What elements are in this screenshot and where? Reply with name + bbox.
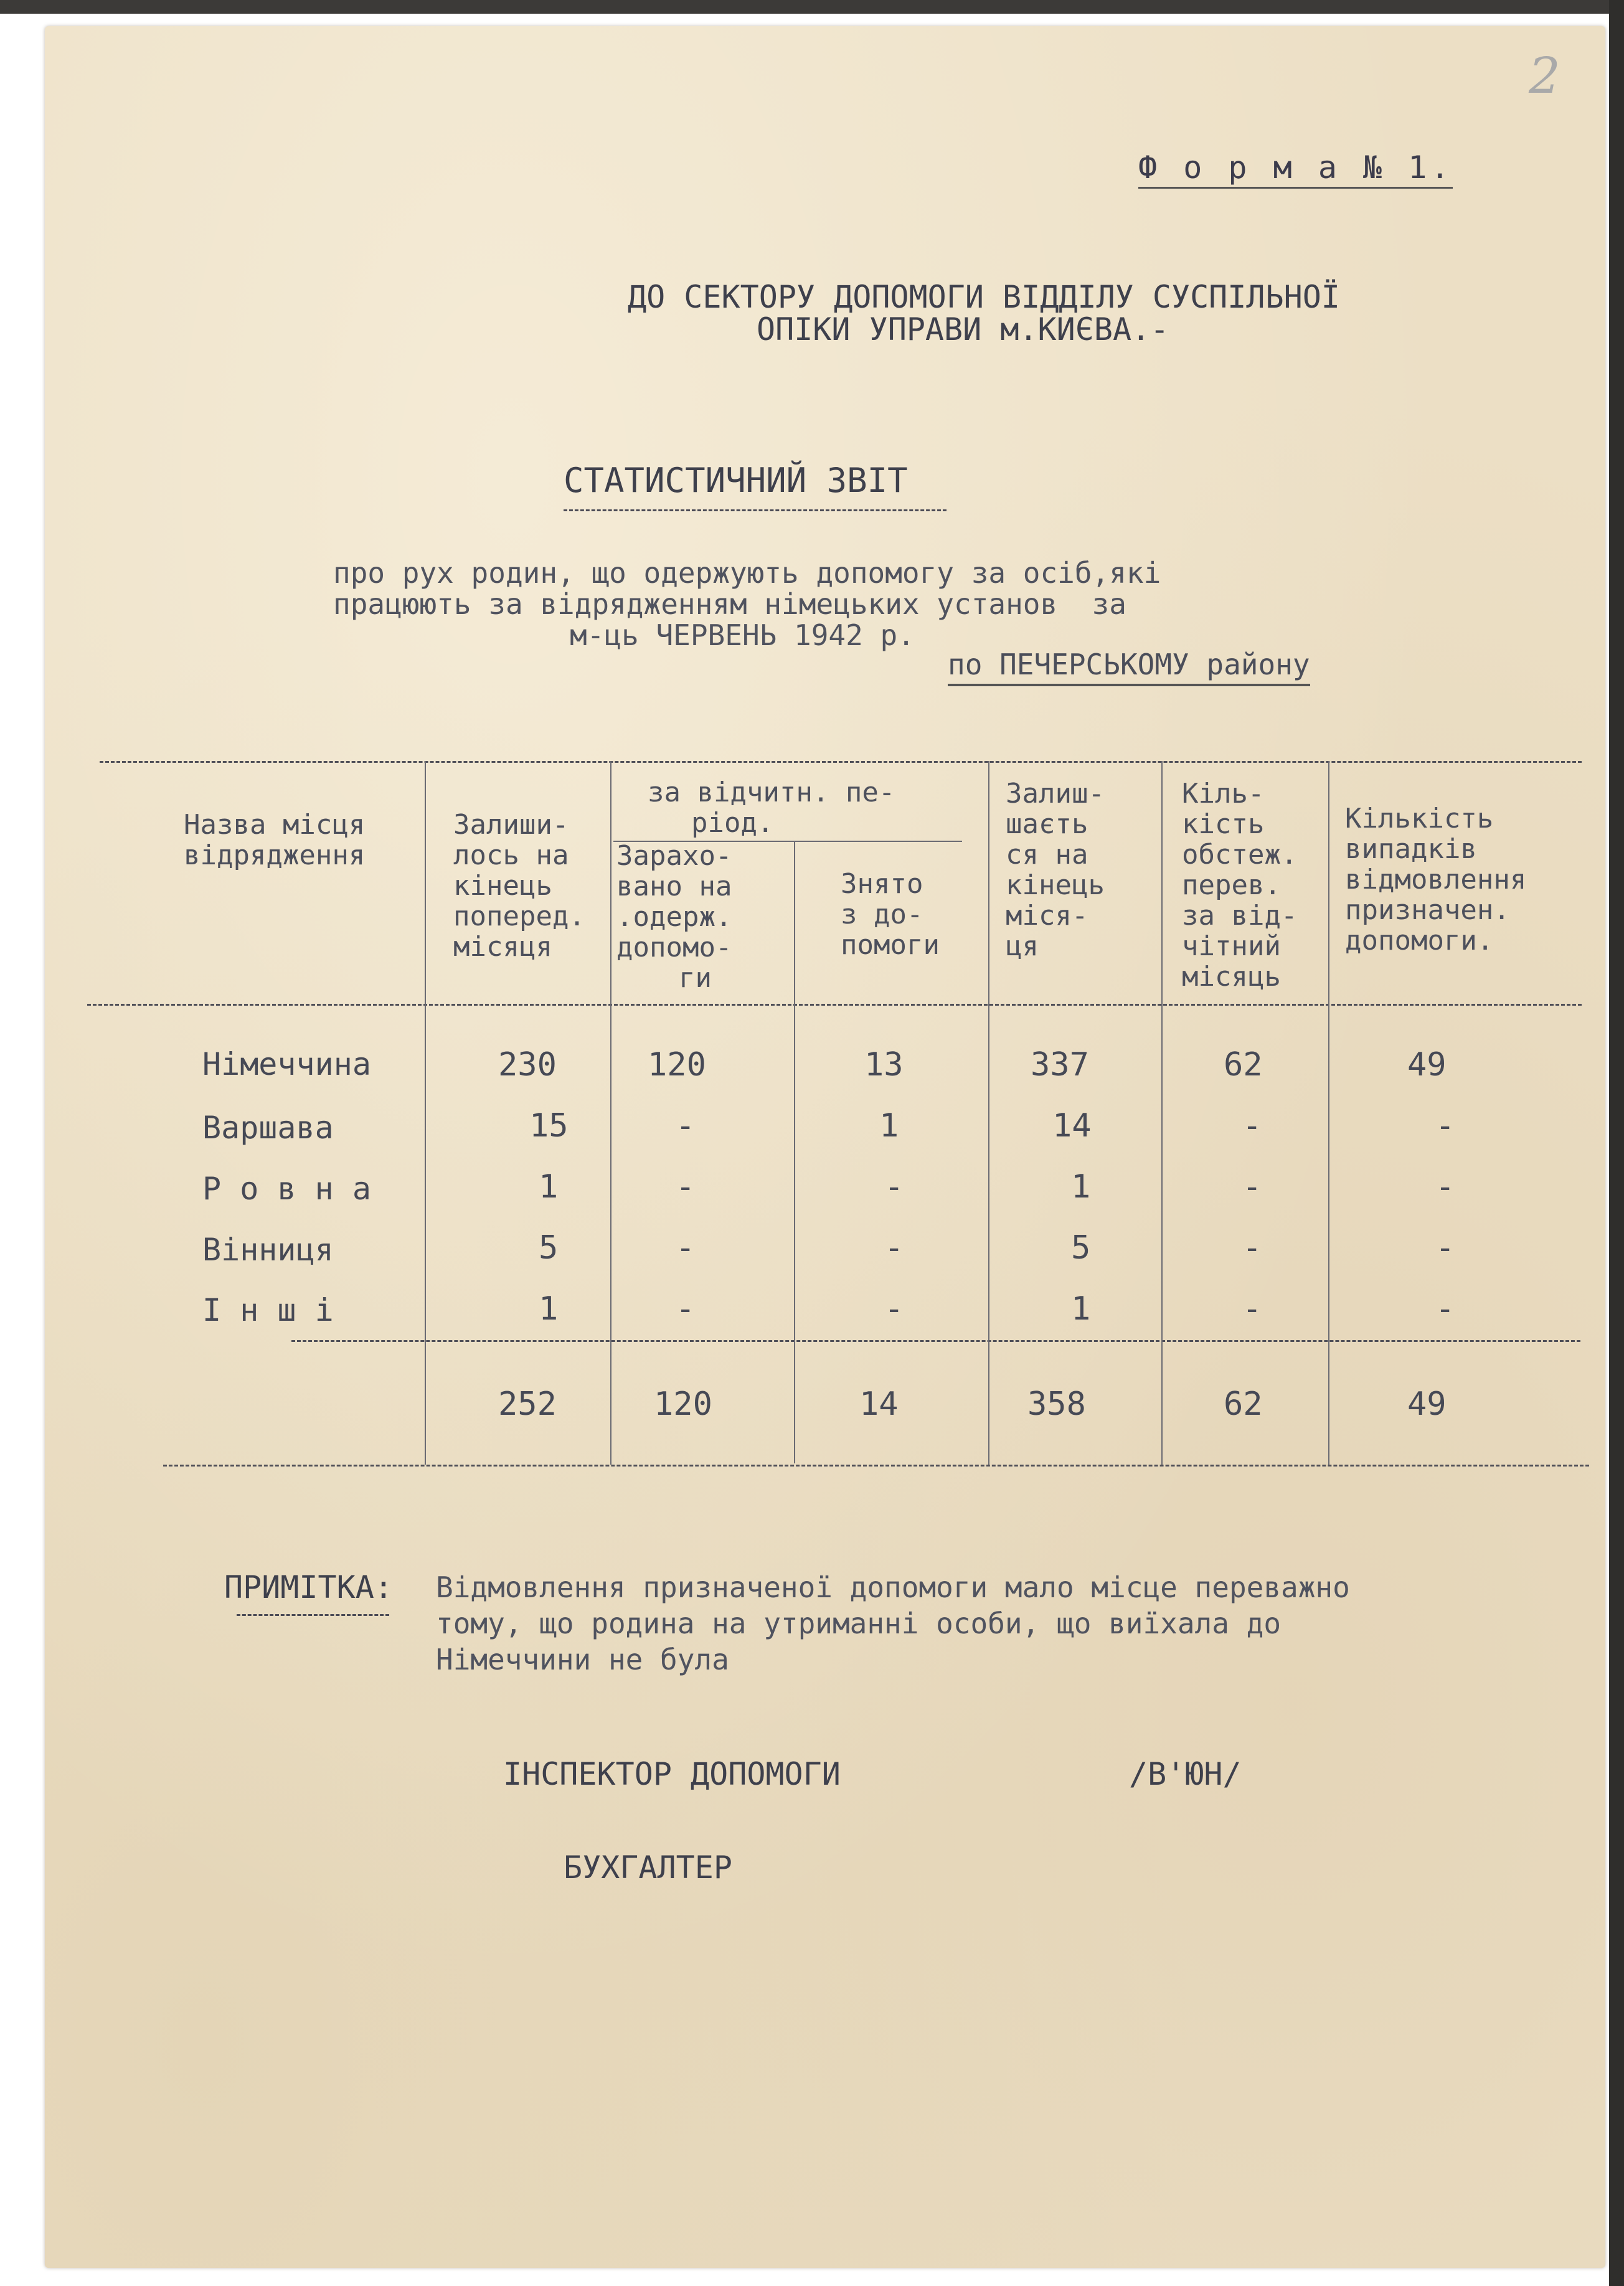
total-cell: 358 (1027, 1386, 1086, 1423)
scan-border-top (0, 0, 1624, 14)
table-bottom-rule (163, 1465, 1589, 1467)
column-header-enrolled: Зарахо- вано на .одерж. допомо- ги (616, 840, 732, 994)
row-label: І н ш і (202, 1292, 334, 1328)
table-cell: 13 (864, 1046, 904, 1084)
column-divider (610, 761, 611, 1465)
table-top-rule (100, 761, 1582, 763)
total-cell: 252 (498, 1386, 557, 1423)
note-label: ПРИМІТКА: (224, 1569, 393, 1605)
column-divider (1328, 761, 1329, 1465)
form-number: Ф о р м а № 1. (1138, 149, 1453, 189)
table-cell: - (1242, 1290, 1262, 1328)
table-cell: 5 (1071, 1229, 1091, 1267)
title-underline (564, 509, 947, 511)
note-line-2: тому, що родина на утриманні особи, що виїхала до (436, 1607, 1282, 1640)
column-header-refusals: Кількість випадків відмовлення призначен. допомоги. (1345, 803, 1527, 956)
table-cell: 5 (539, 1229, 559, 1267)
table-cell: 1 (879, 1107, 899, 1145)
inspector-signature-label: ІНСПЕКТОР ДОПОМОГИ (503, 1756, 841, 1792)
header-bottom-rule (87, 1004, 1582, 1006)
table-cell: - (1242, 1229, 1262, 1267)
table-cell: - (676, 1290, 696, 1328)
description-line-3: м-ць ЧЕРВЕНЬ 1942 р. (570, 618, 915, 652)
table-cell: - (676, 1168, 696, 1206)
note-line-3: Німеччини не була (436, 1643, 729, 1676)
table-cell: - (884, 1290, 904, 1328)
table-cell: 1 (1071, 1290, 1091, 1328)
row-label: Варшава (202, 1110, 334, 1146)
table-cell: 1 (1071, 1168, 1091, 1206)
table-cell: 14 (1052, 1107, 1092, 1145)
table-cell: 62 (1224, 1046, 1263, 1084)
district-label: по ПЕЧЕРСЬКОМУ району (948, 648, 1310, 686)
table-cell: - (884, 1229, 904, 1267)
table-cell: 49 (1407, 1046, 1447, 1084)
table-cell: 15 (529, 1107, 569, 1145)
table-cell: - (676, 1107, 696, 1145)
note-line-1: Відмовлення призначеної допомоги мало місце переважно (436, 1570, 1350, 1604)
total-cell: 14 (859, 1386, 899, 1423)
inspector-name: /В'ЮН/ (1129, 1756, 1242, 1792)
archive-page-mark: 2 (1529, 47, 1560, 105)
column-header-remaining-prev: Залиши- лось на кінець поперед. місяця (453, 809, 585, 963)
column-divider (1161, 761, 1163, 1465)
table-cell: - (1242, 1168, 1262, 1206)
column-header-remaining-end: Залиш- шаєть ся на кінець міся- ця (1006, 778, 1105, 962)
total-cell: 120 (654, 1386, 712, 1423)
addressee-line-2: ОПІКИ УПРАВИ м.КИЄВА.- (757, 311, 1169, 347)
column-header-inspected: Кіль- кість обстеж. перев. за від- чітний місяць (1182, 778, 1298, 993)
total-cell: 49 (1407, 1386, 1447, 1423)
column-header-removed: Знято з до- помоги (841, 868, 940, 961)
row-label: Вінниця (202, 1232, 334, 1268)
document-page (45, 26, 1605, 2268)
total-top-rule (291, 1340, 1580, 1342)
column-divider (794, 841, 795, 1463)
note-label-underline (237, 1614, 389, 1616)
table-cell: 120 (648, 1046, 706, 1084)
table-cell: - (1435, 1107, 1455, 1145)
table-cell: - (676, 1229, 696, 1267)
scan-border-right (1609, 0, 1624, 2286)
table-cell: 1 (539, 1168, 559, 1206)
addressee-line-1: ДО СЕКТОРУ ДОПОМОГИ ВІДДІЛУ СУСПІЛЬНОЇ (628, 279, 1340, 315)
table-cell: - (884, 1168, 904, 1206)
description-line-2: працюють за відрядженням німецьких установ за (333, 587, 1126, 621)
total-cell: 62 (1224, 1386, 1263, 1423)
table-cell: - (1435, 1168, 1455, 1206)
table-cell: 337 (1031, 1046, 1089, 1084)
row-label: Р о в н а (202, 1171, 371, 1207)
page-title: СТАТИСТИЧНИЙ ЗВІТ (564, 461, 908, 500)
group-header: за відчитн. пе- ріод. (648, 777, 895, 839)
table-cell: 1 (539, 1290, 559, 1328)
row-label: Німеччина (202, 1046, 371, 1082)
description-line-1: про рух родин, що одержують допомогу за осіб,які (333, 556, 1161, 590)
table-cell: - (1435, 1290, 1455, 1328)
table-cell: - (1242, 1107, 1262, 1145)
table-cell: - (1435, 1229, 1455, 1267)
column-header-place: Назва місця відрядження (184, 809, 366, 871)
column-divider (425, 761, 426, 1465)
column-divider (988, 761, 989, 1465)
table-cell: 230 (498, 1046, 557, 1084)
accountant-signature-label: БУХГАЛТЕР (564, 1849, 732, 1886)
